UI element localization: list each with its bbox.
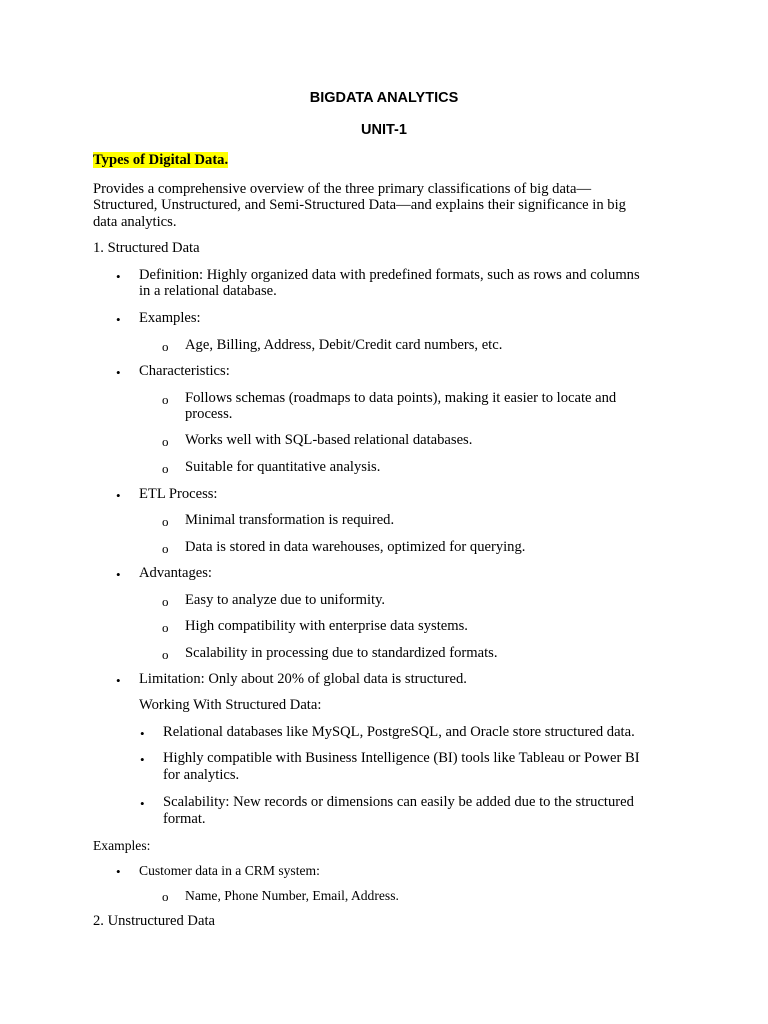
etl-label: ETL Process: [139,486,218,502]
intro-line-3: data analytics. [93,214,177,230]
highlighted-heading-text: Types of Digital Data. [93,152,229,168]
bullet-icon: • [116,864,121,879]
advantages-label: Advantages: [139,565,212,581]
intro-line-2: Structured, Unstructured, and Semi-Structured Data—and explains their significance in big [93,197,626,213]
characteristic-schema-line-2: process. [185,406,233,422]
sub-bullet-icon: o [162,647,169,662]
sub-bullet-icon: o [162,541,169,556]
document-title: BIGDATA ANALYTICS [309,90,459,106]
etl-item-1: Minimal transformation is required. [185,512,395,528]
bullet-icon: • [140,726,145,741]
definition-line-2: in a relational database. [139,283,277,299]
crm-sub-item: Name, Phone Number, Email, Address. [185,888,399,903]
sub-bullet-icon: o [162,594,169,609]
sub-bullet-icon: o [162,434,169,449]
crm-item: Customer data in a CRM system: [139,863,320,878]
characteristic-schema-line-1: Follows schemas (roadmaps to data points), making it easier to locate and [185,390,617,406]
working-relational: Relational databases like MySQL, PostgreSQL, and Oracle store structured data. [163,724,635,740]
bullet-icon: • [140,752,145,767]
characteristic-sql: Works well with SQL-based relational databases. [185,432,473,448]
bullet-icon: • [140,796,145,811]
structured-data-heading: 1. Structured Data [93,240,200,256]
bullet-icon: • [116,365,121,380]
unstructured-data-heading: 2. Unstructured Data [93,913,215,929]
intro-line-1: Provides a comprehensive overview of the three primary classifications of big data— [93,181,592,197]
working-scal-line-1: Scalability: New records or dimensions can easily be added due to the structured [163,794,634,810]
advantage-item-2: High compatibility with enterprise data systems. [185,618,468,634]
sub-bullet-icon: o [162,620,169,635]
examples-label: Examples: [139,310,201,326]
sub-bullet-icon: o [162,392,169,407]
definition-line-1: Definition: Highly organized data with predefined formats, such as rows and columns [139,267,640,283]
examples-item: Age, Billing, Address, Debit/Credit card numbers, etc. [185,337,503,353]
advantage-item-1: Easy to analyze due to uniformity. [185,592,386,608]
bullet-icon: • [116,269,121,284]
bullet-icon: • [116,673,121,688]
characteristic-quant: Suitable for quantitative analysis. [185,459,381,475]
etl-item-2: Data is stored in data warehouses, optimized for querying. [185,539,526,555]
sub-bullet-icon: o [162,889,169,904]
limitation-text: Limitation: Only about 20% of global data is structured. [139,671,467,687]
sub-bullet-icon: o [162,339,169,354]
examples2-label: Examples: [93,838,151,853]
bullet-icon: • [116,488,121,503]
unit-heading: UNIT-1 [361,122,407,138]
sub-bullet-icon: o [162,461,169,476]
working-scal-line-2: format. [163,811,206,827]
section-heading [93,152,228,169]
advantage-item-3: Scalability in processing due to standardized formats. [185,645,498,661]
sub-bullet-icon: o [162,514,169,529]
working-with-structured-heading: Working With Structured Data: [139,697,322,713]
bullet-icon: • [116,312,121,327]
characteristics-label: Characteristics: [139,363,230,379]
bullet-icon: • [116,567,121,582]
working-bi-line-1: Highly compatible with Business Intelligence (BI) tools like Tableau or Power BI [163,750,640,766]
working-bi-line-2: for analytics. [163,767,240,783]
